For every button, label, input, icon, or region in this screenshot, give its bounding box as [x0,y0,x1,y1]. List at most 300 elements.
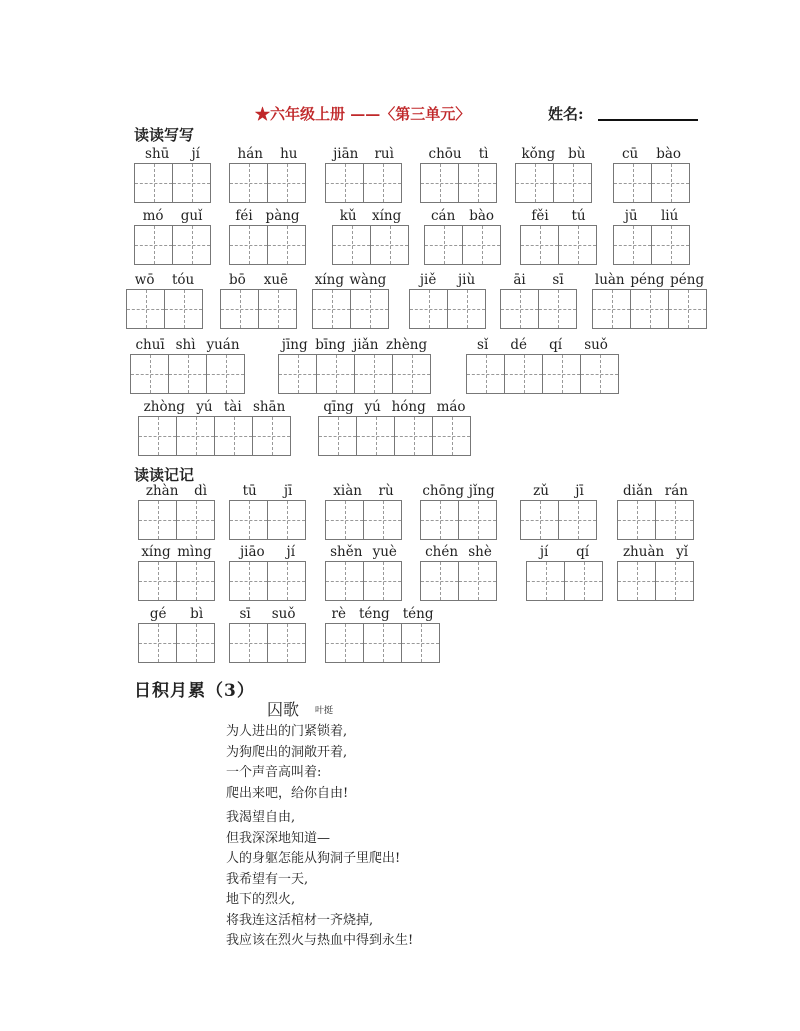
tianzige-box[interactable] [458,561,497,601]
pinyin-syllable: qí [576,544,590,560]
pinyin-row [229,482,306,500]
writing-grid [229,163,306,203]
section-accumulate-heading: 日积月累（3） [134,681,255,701]
pinyin-syllable: zhèng [386,337,428,353]
writing-grid [613,163,690,203]
pinyin-syllable: bào [656,146,682,162]
read-write-word [409,271,486,329]
read-remember-word [138,605,215,663]
tianzige-box[interactable] [447,289,486,329]
writing-grid [613,225,690,265]
tianzige-box[interactable] [592,289,631,329]
tianzige-box[interactable] [432,416,471,456]
pinyin-syllable: jiě [419,272,437,288]
poem-line: 我应该在烈火与热血中得到永生! [226,933,414,948]
pinyin-syllable: tóu [171,272,195,288]
pinyin-row [520,207,597,225]
tianzige-box[interactable] [564,561,603,601]
pinyin-row [592,271,707,289]
read-remember-word [325,605,440,663]
read-write-word [134,145,211,203]
tianzige-box[interactable] [278,354,317,394]
read-remember-word [617,543,694,601]
writing-grid [134,225,211,265]
tianzige-box[interactable] [229,225,268,265]
poem-line: 我希望有一天, [226,871,309,887]
tianzige-box[interactable] [651,163,690,203]
tianzige-box[interactable] [520,500,559,540]
tianzige-box[interactable] [220,289,259,329]
tianzige-box[interactable] [138,561,177,601]
section-read-write-heading: 读读写写 [134,126,195,144]
pinyin-syllable: wō [134,272,155,288]
read-remember-word [420,482,497,540]
pinyin-syllable: jí [191,146,200,162]
poem-stanza-2 [226,808,413,952]
pinyin-syllable: cū [621,146,639,162]
tianzige-box[interactable] [267,225,306,265]
pinyin-syllable: shěn [330,544,363,560]
pinyin-syllable: péng [670,272,705,288]
tianzige-box[interactable] [316,354,355,394]
pinyin-syllable: jī [575,483,584,499]
read-write-word [126,271,203,329]
writing-grid [229,225,306,265]
writing-grid [420,500,497,540]
read-write-word [613,145,690,203]
pinyin-syllable: bō [228,272,246,288]
tianzige-box[interactable] [420,500,459,540]
pinyin-syllable: bīng [315,337,346,353]
writing-grid [325,561,402,601]
pinyin-row [515,145,592,163]
tianzige-box[interactable] [258,289,297,329]
tianzige-box[interactable] [458,163,497,203]
pinyin-row [229,145,306,163]
writing-grid [126,289,203,329]
read-write-word [229,207,306,265]
pinyin-syllable: jí [539,544,549,560]
read-write-word [138,398,291,456]
tianzige-box[interactable] [462,225,501,265]
poem-line: 但我深深地知道— [226,830,331,846]
pinyin-syllable: tū [242,483,257,499]
pinyin-syllable: shān [252,399,286,415]
tianzige-box[interactable] [630,289,669,329]
tianzige-box[interactable] [312,289,351,329]
poem-stanza-1 [226,722,348,804]
pinyin-syllable: chuī [135,337,165,353]
tianzige-box[interactable] [363,500,402,540]
tianzige-box[interactable] [134,163,173,203]
pinyin-syllable: tì [478,146,489,162]
pinyin-row [617,482,694,500]
pinyin-syllable: xíng [141,544,171,560]
pinyin-syllable: chén [425,544,459,560]
pinyin-row [420,543,497,561]
pinyin-row [409,271,486,289]
pinyin-syllable: jī [283,483,293,499]
writing-grid [332,225,409,265]
pinyin-row [613,207,690,225]
tianzige-box[interactable] [420,163,459,203]
pinyin-row [134,145,211,163]
tianzige-box[interactable] [267,163,306,203]
tianzige-box[interactable] [613,225,652,265]
pinyin-syllable: guǐ [180,208,203,224]
writing-grid [138,623,215,663]
writing-grid [325,623,440,663]
pinyin-row [466,336,619,354]
tianzige-box[interactable] [138,623,177,663]
writing-grid [526,561,603,601]
pinyin-row [613,145,690,163]
pinyin-row [134,207,211,225]
read-write-word [424,207,501,265]
tianzige-box[interactable] [363,623,402,663]
writing-grid [312,289,389,329]
pinyin-row [138,543,215,561]
read-write-word [500,271,577,329]
pinyin-syllable: mó [142,208,164,224]
poem-author: 叶挺 [315,706,334,716]
writing-grid [134,163,211,203]
writing-grid [617,561,694,601]
pinyin-syllable: zǔ [533,483,549,499]
tianzige-box[interactable] [558,225,597,265]
tianzige-box[interactable] [176,416,215,456]
pinyin-row [229,605,306,623]
pinyin-syllable: wàng [349,272,387,288]
pinyin-syllable: liú [660,208,679,224]
tianzige-box[interactable] [613,163,652,203]
pinyin-row [420,145,497,163]
writing-grid [617,500,694,540]
pinyin-row [138,482,215,500]
read-write-word [312,271,389,329]
pinyin-syllable: sī [552,272,564,288]
read-write-word [278,336,431,394]
poem-line: 我渴望自由, [226,810,296,825]
writing-grid [424,225,501,265]
tianzige-box[interactable] [252,416,291,456]
writing-grid [138,500,215,540]
tianzige-box[interactable] [172,225,211,265]
pinyin-syllable: ruì [374,146,394,162]
writing-grid [500,289,577,329]
read-remember-word [229,482,306,540]
read-write-word [325,145,402,203]
pinyin-syllable: jiù [457,272,476,288]
tianzige-box[interactable] [332,225,371,265]
tianzige-box[interactable] [318,416,357,456]
read-write-word [318,398,471,456]
poem-line: 为人进出的门紧锁着, [226,724,348,739]
writing-grid [409,289,486,329]
pinyin-syllable: xiàn [333,483,362,499]
pinyin-syllable: jí [286,544,296,560]
writing-grid [130,354,245,394]
tianzige-box[interactable] [354,354,393,394]
tianzige-box[interactable] [363,163,402,203]
read-write-word [420,145,497,203]
name-label: 姓名: [548,105,584,123]
writing-grid [466,354,619,394]
pinyin-row [229,207,306,225]
pinyin-syllable: jū [624,208,638,224]
writing-grid [138,416,291,456]
tianzige-box[interactable] [229,623,268,663]
tianzige-box[interactable] [325,500,364,540]
pinyin-row [229,543,306,561]
pinyin-syllable: hán [237,146,263,162]
pinyin-row [325,605,440,623]
pinyin-syllable: sī [239,606,251,622]
pinyin-row [138,605,215,623]
poem-line: 将我连这活棺材一齐烧掉, [226,912,374,928]
tianzige-box[interactable] [325,561,364,601]
read-remember-word [617,482,694,540]
pinyin-syllable: rán [664,483,688,499]
pinyin-syllable: rè [331,606,346,622]
pinyin-syllable: yuán [206,337,240,353]
tianzige-box[interactable] [515,163,554,203]
writing-grid [420,163,497,203]
tianzige-box[interactable] [172,163,211,203]
pinyin-syllable: āi [513,272,526,288]
pinyin-row [325,482,402,500]
read-write-word [520,207,597,265]
pinyin-syllable: péng [630,272,665,288]
pinyin-row [130,336,245,354]
tianzige-box[interactable] [520,225,559,265]
tianzige-box[interactable] [580,354,619,394]
pinyin-syllable: tài [223,399,242,415]
writing-grid [325,163,402,203]
tianzige-box[interactable] [458,500,497,540]
pinyin-syllable: kǒng [521,146,556,162]
pinyin-syllable: xuē [263,272,289,288]
poem-line: 人的身躯怎能从狗洞子里爬出! [226,851,401,866]
pinyin-syllable: luàn [594,272,625,288]
read-remember-word [138,482,215,540]
tianzige-box[interactable] [394,416,433,456]
pinyin-syllable: téng [402,606,434,622]
tianzige-box[interactable] [558,500,597,540]
poem-line: 为狗爬出的洞敞开着, [226,744,348,760]
tianzige-box[interactable] [617,561,656,601]
read-write-word [515,145,592,203]
pinyin-syllable: jǐng [468,483,495,499]
tianzige-box[interactable] [267,623,306,663]
pinyin-syllable: yú [196,399,213,415]
tianzige-box[interactable] [138,500,177,540]
tianzige-box[interactable] [363,561,402,601]
pinyin-syllable: dé [510,337,528,353]
pinyin-syllable: gé [149,606,167,622]
pinyin-row [424,207,501,225]
writing-grid [278,354,431,394]
pinyin-syllable: cán [430,208,456,224]
tianzige-box[interactable] [267,500,306,540]
tianzige-box[interactable] [134,225,173,265]
pinyin-syllable: bì [190,606,204,622]
read-remember-word [325,543,402,601]
pinyin-syllable: pàng [265,208,300,224]
tianzige-box[interactable] [651,225,690,265]
pinyin-syllable: yǐ [676,544,689,560]
writing-grid [318,416,471,456]
writing-grid [229,623,306,663]
read-write-word [229,145,306,203]
tianzige-box[interactable] [504,354,543,394]
tianzige-box[interactable] [466,354,505,394]
tianzige-box[interactable] [500,289,539,329]
tianzige-box[interactable] [229,163,268,203]
pinyin-syllable: bào [469,208,495,224]
tianzige-box[interactable] [164,289,203,329]
tianzige-box[interactable] [350,289,389,329]
pinyin-syllable: yú [364,399,381,415]
pinyin-syllable: féi [235,208,253,224]
tianzige-box[interactable] [325,623,364,663]
pinyin-syllable: qīng [323,399,354,415]
pinyin-syllable: máo [436,399,466,415]
pinyin-row [325,145,402,163]
pinyin-syllable: jiān [333,146,359,162]
tianzige-box[interactable] [617,500,656,540]
section-read-remember-heading: 读读记记 [134,466,195,484]
pinyin-row [520,482,597,500]
tianzige-box[interactable] [126,289,165,329]
tianzige-box[interactable] [424,225,463,265]
pinyin-syllable: shì [175,337,196,353]
read-write-word [592,271,707,329]
read-remember-word [325,482,402,540]
pinyin-syllable: sǐ [477,337,489,353]
worksheet-title: ★六年级上册 ——〈第三单元〉 [255,105,471,123]
poem-line: 一个声音高叫着: [226,765,322,780]
pinyin-syllable: diǎn [623,483,653,499]
tianzige-box[interactable] [176,500,215,540]
tianzige-box[interactable] [655,561,694,601]
read-write-word [130,336,245,394]
poem-title: 囚歌 [267,700,300,719]
pinyin-syllable: suǒ [271,606,296,622]
pinyin-row [526,543,603,561]
pinyin-syllable: yuè [372,544,397,560]
tianzige-box[interactable] [526,561,565,601]
poem-line: 爬出来吧，给你自由! [226,785,349,801]
writing-grid [325,500,402,540]
tianzige-box[interactable] [168,354,207,394]
pinyin-syllable: chōu [428,146,462,162]
tianzige-box[interactable] [356,416,395,456]
pinyin-syllable: tú [571,208,586,224]
pinyin-syllable: kǔ [339,208,357,224]
tianzige-box[interactable] [214,416,253,456]
writing-grid [520,225,597,265]
pinyin-syllable: jīng [281,337,308,353]
tianzige-box[interactable] [655,500,694,540]
pinyin-row [332,207,409,225]
tianzige-box[interactable] [542,354,581,394]
pinyin-syllable: fěi [531,208,549,224]
read-write-word [220,271,297,329]
read-remember-word [520,482,597,540]
writing-grid [515,163,592,203]
tianzige-box[interactable] [538,289,577,329]
pinyin-syllable: téng [358,606,390,622]
pinyin-syllable: dì [194,483,208,499]
pinyin-syllable: shū [145,146,170,162]
pinyin-syllable: shè [468,544,492,560]
read-remember-word [229,605,306,663]
name-blank-line[interactable] [598,119,698,121]
pinyin-syllable: rù [378,483,394,499]
tianzige-box[interactable] [392,354,431,394]
read-remember-word [526,543,603,601]
tianzige-box[interactable] [267,561,306,601]
pinyin-syllable: xíng [372,208,402,224]
tianzige-box[interactable] [420,561,459,601]
tianzige-box[interactable] [206,354,245,394]
pinyin-row [420,482,497,500]
tianzige-box[interactable] [370,225,409,265]
pinyin-syllable: zhuàn [622,544,665,560]
read-write-word [613,207,690,265]
pinyin-row [617,543,694,561]
writing-grid [138,561,215,601]
pinyin-syllable: zhàn [145,483,179,499]
read-remember-word [229,543,306,601]
tianzige-box[interactable] [176,561,215,601]
tianzige-box[interactable] [553,163,592,203]
pinyin-syllable: chōng [422,483,465,499]
pinyin-row [220,271,297,289]
pinyin-row [278,336,431,354]
pinyin-syllable: xíng [314,272,344,288]
pinyin-row [312,271,389,289]
pinyin-syllable: bù [568,146,586,162]
writing-grid [520,500,597,540]
tianzige-box[interactable] [409,289,448,329]
tianzige-box[interactable] [176,623,215,663]
pinyin-row [325,543,402,561]
pinyin-syllable: jiǎn [353,337,379,353]
pinyin-syllable: hu [280,146,298,162]
pinyin-row [500,271,577,289]
writing-grid [229,500,306,540]
read-write-word [332,207,409,265]
writing-grid [592,289,707,329]
pinyin-syllable: hóng [391,399,426,415]
writing-grid [220,289,297,329]
tianzige-box[interactable] [130,354,169,394]
tianzige-box[interactable] [401,623,440,663]
tianzige-box[interactable] [325,163,364,203]
tianzige-box[interactable] [668,289,707,329]
read-write-word [466,336,619,394]
pinyin-syllable: zhòng [143,399,185,415]
tianzige-box[interactable] [229,500,268,540]
tianzige-box[interactable] [138,416,177,456]
pinyin-syllable: suǒ [584,337,608,353]
read-write-word [134,207,211,265]
read-remember-word [138,543,215,601]
pinyin-row [138,398,291,416]
tianzige-box[interactable] [229,561,268,601]
